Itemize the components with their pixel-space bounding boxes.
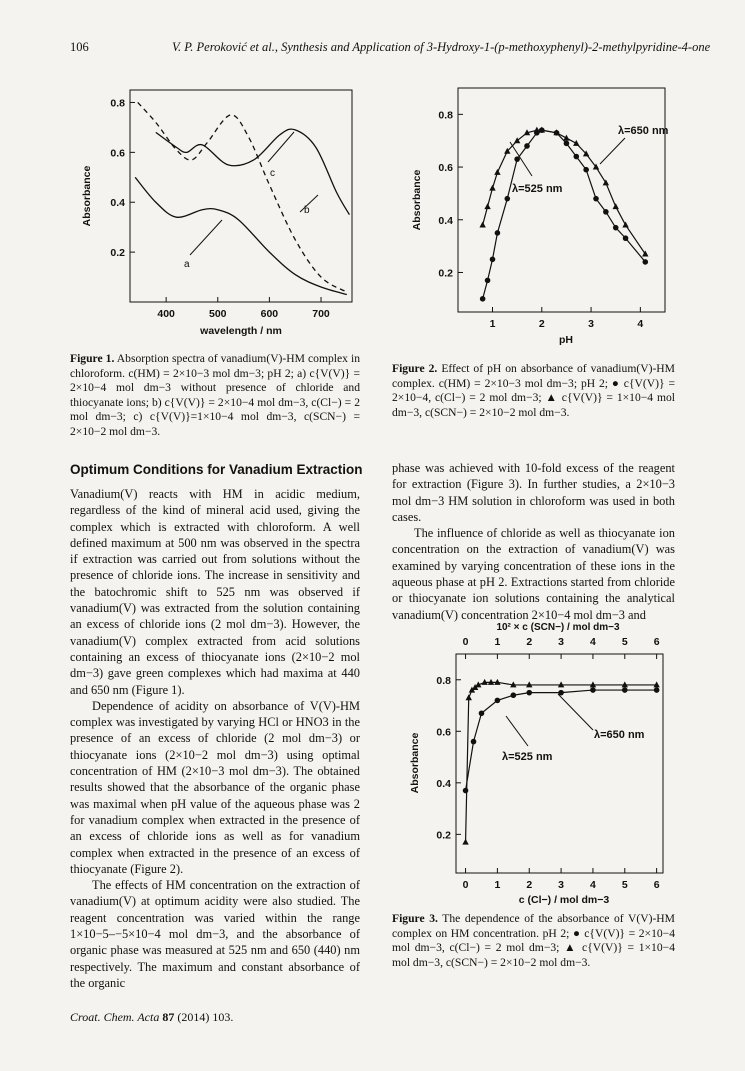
paragraph: phase was achieved with 10-fold excess of the reagent for extraction (Figure 3). In further studies, a 2×10−3 mol dm−3 HM solution in chloroform was used in both cases. xyxy=(392,461,675,524)
running-title: V. P. Peroković et al., Synthesis and Application of 3-Hydroxy-1-(p-methoxyphenyl)-2-methylpyridine-4-one xyxy=(172,40,711,54)
data-point-circle xyxy=(504,196,510,202)
leader-line-c xyxy=(268,132,294,162)
paragraph: The influence of chloride as well as thiocyanate ion concentration on the extraction of vanadium(V) was examined by varying concentration of these ions in the aqueous phase at pH 2. Extractions started from chloride or thiocyanate ion solutions containing the analytical vanadium(V) concentration 2×10−4 mol dm−3 and xyxy=(392,526,675,622)
y-tick-label: 0.6 xyxy=(110,147,125,160)
data-point-circle xyxy=(511,692,517,698)
leader-line-650 xyxy=(558,694,593,730)
curve-label-b: b xyxy=(304,205,310,216)
x-tick-label: 3 xyxy=(588,318,594,330)
series-line xyxy=(466,682,657,842)
data-point-triangle xyxy=(613,203,619,209)
journal-volume: 87 xyxy=(162,1010,175,1024)
data-point-circle xyxy=(642,259,648,265)
paragraph: Dependence of acidity on absorbance of V(V)-HM complex was investigated by varying HCl or HNO3 in the presence of an excess of chloride (2 mol dm−3) or thiocyanate ions (2×10−2 mol dm−3) using optimal concentration of HM (2×10−3 mol dm−3). The obtained results showed that the absorbance of the organic phase was maximal when pH value of the aqueous phase was 2 for vanadium complex when extracted in the presence of an excess of chloride ions as well as for vanadium complex when extracted in the presence of an excess of thiocyanate (Figure 2). xyxy=(70,698,360,876)
data-point-triangle xyxy=(489,185,495,191)
curve-label-525: λ=525 nm xyxy=(502,751,553,763)
x-tick-label: 2 xyxy=(538,318,545,330)
data-point-triangle xyxy=(484,203,490,209)
data-point-circle xyxy=(590,687,596,693)
data-point-triangle xyxy=(622,222,628,228)
x-tick-label: 500 xyxy=(209,308,227,320)
y-tick-label: 0.8 xyxy=(438,109,453,122)
x-tick-label: 1 xyxy=(489,318,496,330)
data-point-triangle xyxy=(494,169,500,175)
leader-line-525 xyxy=(506,716,528,746)
data-point-circle xyxy=(613,225,619,231)
paragraph: Vanadium(V) reacts with HM in acidic medium, regardless of the kind of mineral acid used, giving the complex which is extracted with chloroform. A well defined maximum at 500 nm was observed in the spectra if extraction was carried out from solutions without the presence of chloride ions. The increase in sensitivity and the batochromic shift to 525 nm was observed if vanadium(V) was extracted from the solution containing an excess of chloride ions (2 mol dm−3). However, the vanadium(V) complex extracted from acid solutions containing an excess of thiocyanate ions (2×10−2 mol dm−3) gave green complexes which had maxima at 440 and 650 nm (Figure 1). xyxy=(70,487,360,697)
top-tick-label: 6 xyxy=(653,636,660,648)
data-point-circle xyxy=(593,196,599,202)
figure-1-caption-text: Absorption spectra of vanadium(V)-HM complex in chloroform. c(HM) = 2×10−3 mol dm−3; pH 2; a) c{V(V)} = 2×10−4 mol dm−3 without presence of chloride and thiocyanate ions; b) c{V(V)} = 2×10−4 mol dm−3, c(Cl−) = 2 mol dm−3; c) c{V(V)}=1×10−4 mol dm−3, c(SCN−) = 2×10−2 mol dm−3. xyxy=(70,352,361,438)
top-tick-label: 4 xyxy=(590,636,596,648)
y-tick-label: 0.6 xyxy=(438,162,453,175)
figure-2-chart xyxy=(400,80,675,360)
x-tick-label: 3 xyxy=(558,879,565,891)
figure-2-label: Figure 2. xyxy=(392,362,438,375)
figure-1-chart xyxy=(72,80,362,350)
figure-1-label: Figure 1. xyxy=(70,352,115,365)
data-point-triangle xyxy=(479,222,485,228)
y-axis-label: Absorbance xyxy=(411,169,423,231)
data-point-circle xyxy=(564,141,570,147)
journal-year-page: (2014) 103. xyxy=(177,1010,234,1024)
data-point-circle xyxy=(623,235,629,241)
left-column xyxy=(70,486,360,991)
x-axis-label: wavelength / nm xyxy=(200,325,282,337)
data-point-circle xyxy=(480,296,486,302)
y-axis-label: Absorbance xyxy=(81,165,93,227)
right-column xyxy=(392,460,675,623)
y-tick-label: 0.4 xyxy=(436,777,451,790)
data-point-circle xyxy=(485,278,491,284)
spectrum-c xyxy=(156,129,350,215)
x-tick-label: 1 xyxy=(494,879,501,891)
data-point-circle xyxy=(654,687,660,693)
x-tick-label: 6 xyxy=(653,879,660,891)
figure-1-caption xyxy=(70,352,360,440)
data-point-circle xyxy=(573,154,579,160)
data-point-circle xyxy=(471,739,477,745)
curve-label-525: λ=525 nm xyxy=(512,183,563,195)
top-tick-label: 5 xyxy=(621,636,628,648)
paragraph: The effects of HM concentration on the extraction of vanadium(V) at optimum acidity were also studied. The reagent concentration was varied within the range 1×10−5–−5×10−4 mol dm−3, and the absorbance of organic phase was measured at 525 nm and 650 (440) nm respectively. The maximum and constant absorbance of the organic xyxy=(70,878,360,990)
figure-2-caption xyxy=(392,362,675,420)
y-tick-label: 0.2 xyxy=(438,267,453,280)
journal-name: Croat. Chem. Acta xyxy=(70,1010,160,1024)
data-point-triangle xyxy=(573,140,579,146)
curve-label-a: a xyxy=(184,259,190,270)
top-tick-label: 3 xyxy=(558,636,565,648)
x-tick-label: 600 xyxy=(260,308,279,320)
data-point-circle xyxy=(479,710,485,716)
x-tick-label: 2 xyxy=(526,879,533,891)
footer xyxy=(70,1010,233,1025)
data-point-circle xyxy=(490,256,496,262)
page-number: 106 xyxy=(70,40,89,54)
y-tick-label: 0.2 xyxy=(436,829,451,842)
y-tick-label: 0.6 xyxy=(436,726,451,739)
y-tick-label: 0.2 xyxy=(110,247,125,260)
data-point-triangle xyxy=(563,135,569,141)
y-axis-label: Absorbance xyxy=(409,732,421,794)
data-point-circle xyxy=(463,788,469,794)
plot-frame xyxy=(130,90,352,302)
data-point-circle xyxy=(524,143,530,149)
figure-3-chart xyxy=(398,618,675,913)
x-tick-label: 0 xyxy=(462,879,469,891)
top-axis-label: 10² × c (SCN−) / mol dm−3 xyxy=(496,622,620,633)
curve-label-c: c xyxy=(270,168,275,179)
x-tick-label: 4 xyxy=(637,318,644,330)
y-tick-label: 0.4 xyxy=(110,197,125,210)
x-axis-label: c (Cl−) / mol dm−3 xyxy=(518,894,610,906)
y-tick-label: 0.8 xyxy=(110,97,125,110)
x-tick-label: 4 xyxy=(590,879,596,891)
data-point-circle xyxy=(603,209,609,215)
y-tick-label: 0.8 xyxy=(436,674,451,687)
spectrum-a xyxy=(135,177,347,294)
leader-line-650 xyxy=(600,138,625,164)
leader-line-a xyxy=(190,220,222,255)
top-tick-label: 1 xyxy=(494,636,501,648)
data-point-triangle xyxy=(466,694,472,700)
top-tick-label: 2 xyxy=(526,636,533,648)
curve-label-650: λ=650 nm xyxy=(594,729,645,741)
figure-3-caption-text: The dependence of the absorbance of V(V)-HM complex on HM concentration. pH 2; ● c{V(V)} = 2×10−4 mol dm−3, c(Cl−) = 2 mol dm−3; ▲ c{V(V)} = 1×10−4 mol dm−3, c(SCN−) = 2×10−2 mol dm−3. xyxy=(392,912,675,969)
x-tick-label: 400 xyxy=(157,308,175,320)
data-point-triangle xyxy=(462,839,468,845)
data-point-circle xyxy=(526,690,532,696)
figure-2-caption-text: Effect of pH on absorbance of vanadium(V)-HM complex. c(HM) = 2×10−3 mol dm−3; pH 2; ● c{V(V)} = 2×10−4, c(Cl−) = 2 mol dm−3; ▲ c{V(V)} = 1×10−4 mol dm−3, c(SCN−) = 2×10−2 mol dm−3. xyxy=(392,362,675,419)
top-tick-label: 0 xyxy=(462,636,469,648)
series-line xyxy=(483,130,646,299)
data-point-circle xyxy=(495,230,501,236)
data-point-circle xyxy=(495,698,501,704)
section-heading: Optimum Conditions for Vanadium Extraction xyxy=(70,462,363,477)
curve-label-650: λ=650 nm xyxy=(618,125,669,137)
x-axis-label: pH xyxy=(559,334,573,346)
x-tick-label: 700 xyxy=(312,308,330,320)
data-point-circle xyxy=(622,687,628,693)
data-point-circle xyxy=(583,167,589,173)
data-point-circle xyxy=(514,156,520,162)
figure-3-caption xyxy=(392,912,675,970)
x-tick-label: 5 xyxy=(621,879,628,891)
y-tick-label: 0.4 xyxy=(438,214,453,227)
data-point-triangle xyxy=(514,137,520,143)
figure-3-label: Figure 3. xyxy=(392,912,438,925)
